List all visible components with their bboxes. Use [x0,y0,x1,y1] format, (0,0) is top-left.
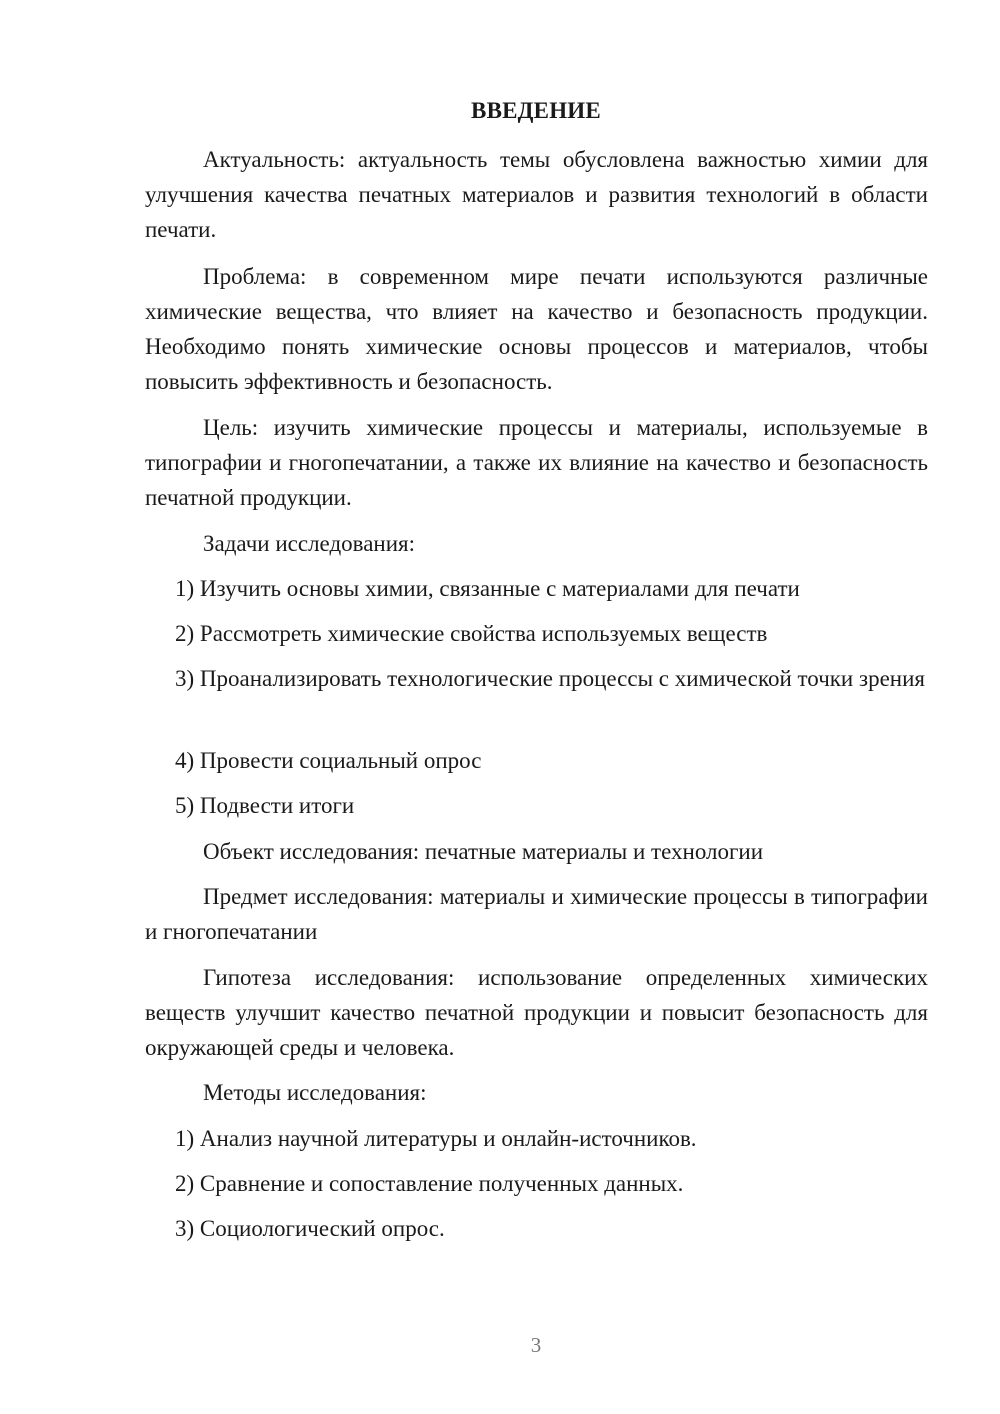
task-item-1: 1) Изучить основы химии, связанные с материалами для печати [175,576,800,601]
hypothesis-paragraph: Гипотеза исследования: использование определенных химических веществ улучшит качество печатной продукции и повысит безопасность для окружающей среды и человека. [145,965,928,1060]
task-item-5: 5) Подвести итоги [175,793,355,818]
task-item-3: 3) Проанализировать технологические процессы с химической точки зрения [175,666,925,691]
relevance-paragraph: Актуальность: актуальность темы обусловлена важностью химии для улучшения качества печатных материалов и развития технологий в области печати. [145,147,928,242]
methods-heading: Методы исследования: [203,1080,427,1105]
section-title: ВВЕДЕНИЕ [471,98,601,123]
object-paragraph: Объект исследования: печатные материалы и технологии [203,839,764,864]
task-item-4: 4) Провести социальный опрос [175,748,482,773]
method-item-3: 3) Социологический опрос. [175,1216,445,1241]
subject-paragraph: Предмет исследования: материалы и химические процессы в типографии и гногопечатании [145,884,928,944]
problem-paragraph: Проблема: в современном мире печати используются различные химические вещества, что влияет на качество и безопасность продукции. Необходимо понять химические основы процессов и материалов, чтобы повысить эффективность и безопасность. [145,264,928,394]
page-number: 3 [530,1333,542,1357]
method-item-1: 1) Анализ научной литературы и онлайн-источников. [175,1126,697,1151]
tasks-heading: Задачи исследования: [203,531,416,556]
method-item-2: 2) Сравнение и сопоставление полученных данных. [175,1171,684,1196]
goal-paragraph: Цель: изучить химические процессы и материалы, используемые в типографии и гногопечатании, а также их влияние на качество и безопасность печатной продукции. [145,415,928,510]
task-item-2: 2) Рассмотреть химические свойства используемых веществ [175,621,768,646]
